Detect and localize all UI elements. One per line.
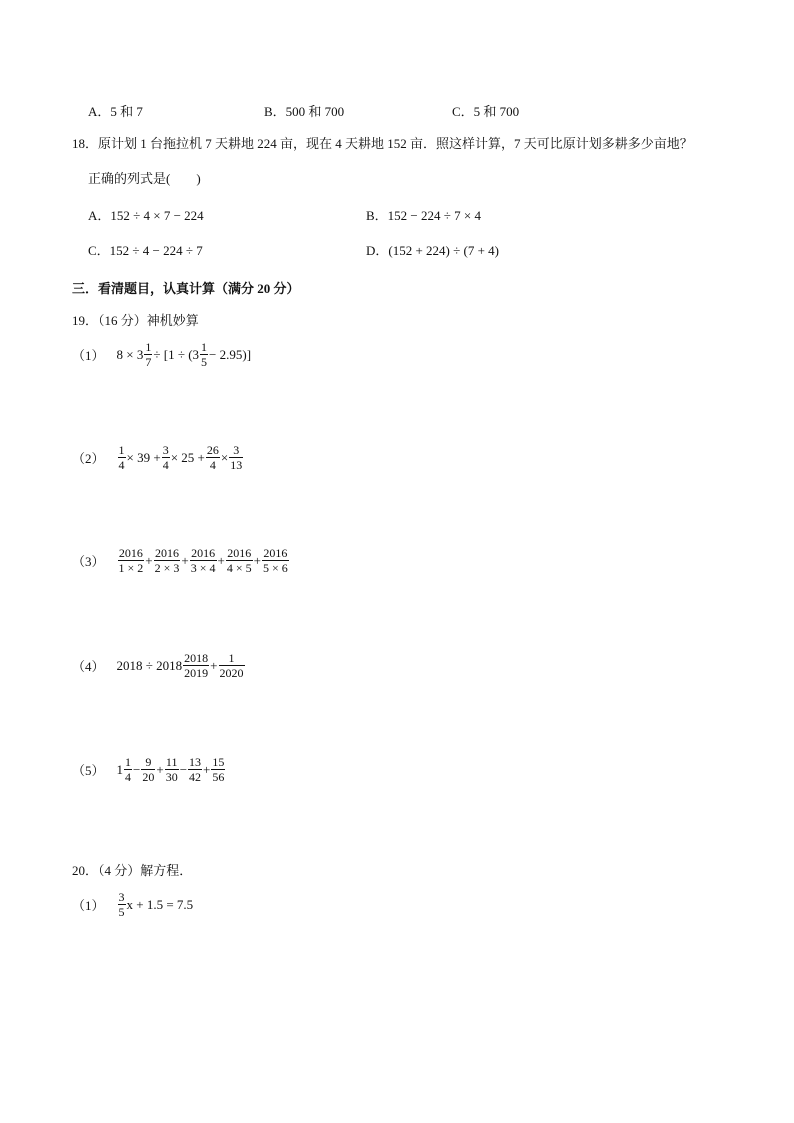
fraction: $\frac{1}{5}$ bbox=[201, 340, 208, 369]
q19-problem-2 bbox=[72, 443, 244, 472]
q17-option-b: B．500 和 700 bbox=[264, 104, 345, 119]
expr-text: 1 bbox=[116, 761, 124, 777]
q17-option-c: C．5 和 700 bbox=[452, 104, 520, 119]
fraction: $\frac{15}{56}$ bbox=[212, 755, 225, 784]
fraction: $\frac{13}{42}$ bbox=[189, 755, 202, 784]
q17-option-a: A．5 和 7 bbox=[88, 104, 143, 119]
plus-sign: + bbox=[145, 552, 153, 568]
problem-label: （5） bbox=[72, 763, 105, 778]
expr-text: × 25 + bbox=[170, 449, 205, 465]
q18-sub: 正确的列式是( ) bbox=[88, 171, 201, 186]
q19-problem-5 bbox=[72, 755, 226, 784]
q19-title: 19．（16 分）神机妙算 bbox=[72, 313, 199, 328]
problem-label: （3） bbox=[72, 554, 105, 569]
fraction: $\frac{2016}{3 \times 4}$ bbox=[190, 546, 216, 575]
operator: − bbox=[133, 761, 141, 777]
expr-text: − 2.95)] bbox=[209, 346, 252, 362]
fraction: $\frac{2016}{4 \times 5}$ bbox=[226, 546, 252, 575]
problem-label: （1） bbox=[72, 348, 105, 363]
q18-option-b: B．152 − 224 ÷ 7 × 4 bbox=[366, 208, 481, 223]
plus-sign: + bbox=[217, 552, 225, 568]
q18-option-c: C．152 ÷ 4 − 224 ÷ 7 bbox=[88, 243, 203, 258]
problem-label: （4） bbox=[72, 659, 105, 674]
fraction: $\frac{1}{4}$ bbox=[118, 443, 125, 472]
operator: + bbox=[156, 761, 164, 777]
q19-problem-3 bbox=[72, 546, 290, 575]
q19-problem-1 bbox=[72, 340, 251, 369]
expr-text: + bbox=[210, 657, 218, 673]
plus-sign: + bbox=[181, 552, 189, 568]
fraction: $\frac{3}{4}$ bbox=[162, 443, 169, 472]
fraction: $\frac{1}{2020}$ bbox=[219, 651, 244, 680]
fraction: $\frac{3}{5}$ bbox=[118, 890, 125, 919]
q18-stem: 18．原计划 1 台拖拉机 7 天耕地 224 亩，现在 4 天耕地 152 亩．照这样计算，7 天可比原计划多耕多少亩地？ bbox=[72, 136, 693, 151]
expr-text: ÷ [1 ÷ (3 bbox=[153, 346, 200, 362]
fraction: $\frac{1}{4}$ bbox=[125, 755, 132, 784]
q18-option-d: D．(152 + 224) ÷ (7 + 4) bbox=[366, 243, 500, 258]
fraction: $\frac{2016}{5 \times 6}$ bbox=[263, 546, 288, 575]
expr-text: × bbox=[220, 449, 229, 465]
fraction: $\frac{11}{30}$ bbox=[165, 755, 178, 784]
expr-text: 8 × 3 bbox=[116, 346, 144, 362]
operator: + bbox=[203, 761, 211, 777]
plus-sign: + bbox=[253, 552, 262, 568]
fraction: $\frac{2016}{1 \times 2}$ bbox=[118, 546, 144, 575]
fraction: $\frac{2016}{2 \times 3}$ bbox=[154, 546, 180, 575]
problem-label: （1） bbox=[72, 898, 105, 913]
expr-text: 2018 ÷ 2018 bbox=[116, 657, 183, 673]
q19-problem-4 bbox=[72, 651, 246, 680]
expr-text: × 39 + bbox=[126, 449, 161, 465]
operator: − bbox=[179, 761, 188, 777]
q20-problem-1 bbox=[72, 890, 193, 919]
problem-label: （2） bbox=[72, 451, 105, 466]
fraction: $\frac{2018}{2019}$ bbox=[184, 651, 209, 680]
expr-text: x + 1.5 = 7.5 bbox=[126, 896, 194, 912]
fraction: $\frac{9}{20}$ bbox=[142, 755, 155, 784]
fraction: $\frac{3}{13}$ bbox=[230, 443, 243, 472]
q18-option-a: A．152 ÷ 4 × 7 − 224 bbox=[88, 208, 204, 223]
fraction: $\frac{1}{7}$ bbox=[145, 340, 152, 369]
section-title: 三．看清题目，认真计算（满分 20 分） bbox=[72, 281, 300, 296]
fraction: $\frac{26}{4}$ bbox=[206, 443, 219, 472]
q20-title: 20．（4 分）解方程． bbox=[72, 863, 193, 878]
